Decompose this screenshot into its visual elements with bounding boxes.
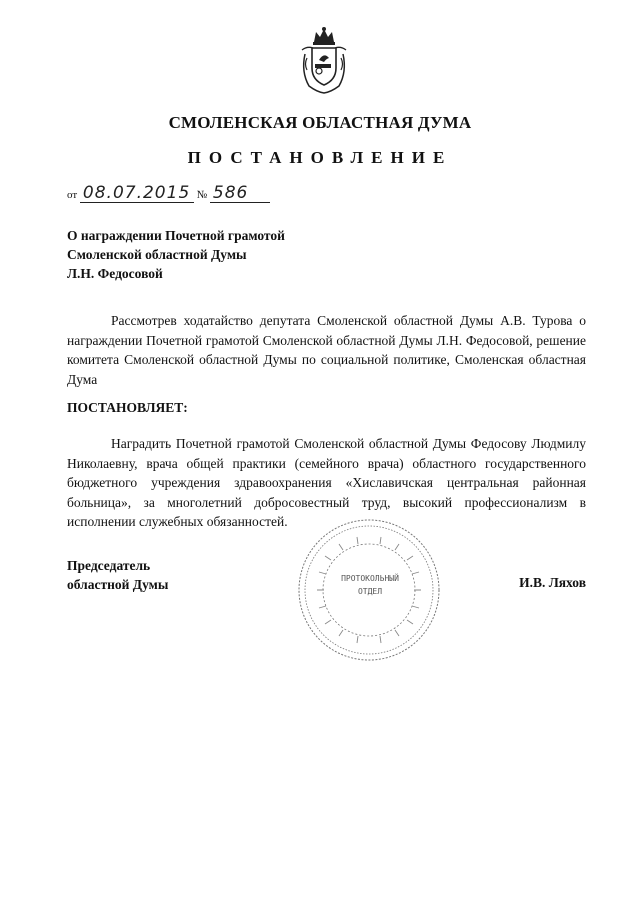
document-type: ПОСТАНОВЛЕНИЕ xyxy=(187,148,453,167)
stamp-text-line: ПРОТОКОЛЬНЫЙ xyxy=(341,574,399,583)
decree-heading: ПОСТАНОВЛЯЕТ: xyxy=(67,400,188,415)
subject-line: Смоленской областной Думы xyxy=(67,247,247,262)
preamble-paragraph: Рассмотрев ходатайство депутата Смоленской областной Думы А.В. Турова о награждении Почетной грамотой Смоленской областной Думы Л.Н. Федосовой, решение комитета Смоленской областной Думы по социальной политике, Смоленская областная Дума xyxy=(67,313,586,387)
coat-of-arms-icon xyxy=(297,24,351,94)
stamp-center-text xyxy=(336,572,404,598)
stamp-text-line: ОТДЕЛ xyxy=(357,587,383,596)
signatory-title-line: Председатель xyxy=(67,558,151,573)
date-number-line xyxy=(67,184,270,203)
date-label: от xyxy=(67,189,78,201)
decision-paragraph: Наградить Почетной грамотой Смоленской областной Думы Федосову Людмилу Николаевну, врача общей практики (семейного врача) областного государственного бюджетного учреждения здравоохранения «Хиславичская центральная районная больница», за многолетний добросовестный труд, высокий профессионализм в исполнении служебных обязанностей. xyxy=(67,436,586,529)
signatory-name: И.В. Ляхов xyxy=(519,575,586,590)
document-subject xyxy=(67,226,285,283)
organization-name: СМОЛЕНСКАЯ ОБЛАСТНАЯ ДУМА xyxy=(168,113,472,132)
signatory-title xyxy=(67,556,168,594)
subject-line: О награждении Почетной грамотой xyxy=(67,228,285,243)
document-number: 586 xyxy=(210,184,270,203)
document-date: 08.07.2015 xyxy=(80,184,194,203)
signatory-title-line: областной Думы xyxy=(67,577,169,592)
number-label: № xyxy=(196,189,208,201)
subject-line: Л.Н. Федосовой xyxy=(67,266,163,281)
